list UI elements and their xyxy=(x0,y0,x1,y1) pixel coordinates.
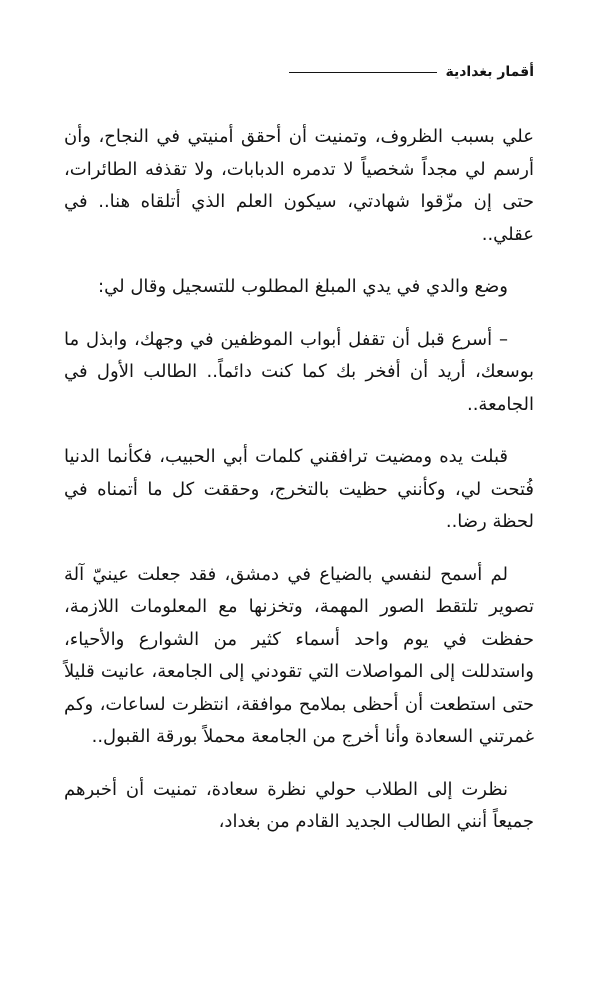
paragraph-5: لم أسمح لنفسي بالضياع في دمشق، فقد جعلت عينيّ آلة تصوير تلتقط الصور المهمة، وتخزنها مع المعلومات اللازمة، حفظت في يوم واحد أسماء كثير من الشوارع والأحياء، واستدللت إلى المواصلات التي تقودني إلى الجامعة، عانيت قليلاً حتى استطعت أن أحظى بملامح موافقة، انتظرت لساعات، وكم غمرتني السعادة وأنا أخرج من الجامعة محملاً بورقة القبول.. xyxy=(64,563,534,747)
paragraph-2: وضع والدي في يدي المبلغ المطلوب للتسجيل وقال لي: xyxy=(98,276,508,297)
book-page xyxy=(64,0,534,1000)
body-text xyxy=(64,121,534,859)
book-title: أقمار بغدادية xyxy=(445,64,534,80)
paragraph-4: قبلت يده ومضيت ترافقني كلمات أبي الحبيب، فكأنما الدنيا فُتحت لي، وكأنني حظيت بالتخرج، وحققت كل ما أتمناه في لحظة رضا.. xyxy=(64,446,534,532)
running-header xyxy=(64,60,534,84)
paragraph-3-dialogue: – أسرع قبل أن تقفل أبواب الموظفين في وجهك، وابذل ما بوسعك، أريد أن أفخر بك كما كنت دائماً.. الطالب الأول في الجامعة.. xyxy=(64,328,534,415)
paragraph-1: علي بسبب الظروف، وتمنيت أن أحقق أمنيتي في النجاح، وأن أرسم لي مجداً شخصياً لا تدمره الدبابات، ولا تقذفه الطائرات، حتى إن مزّقوا شهادتي، سيكون العلم الذي أتلقاه هنا.. في عقلي.. xyxy=(64,126,534,245)
header-rule xyxy=(289,72,437,73)
paragraph-6: نظرت إلى الطلاب حولي نظرة سعادة، تمنيت أن أخبرهم جميعاً أنني الطالب الجديد القادم من بغداد، xyxy=(64,778,534,832)
